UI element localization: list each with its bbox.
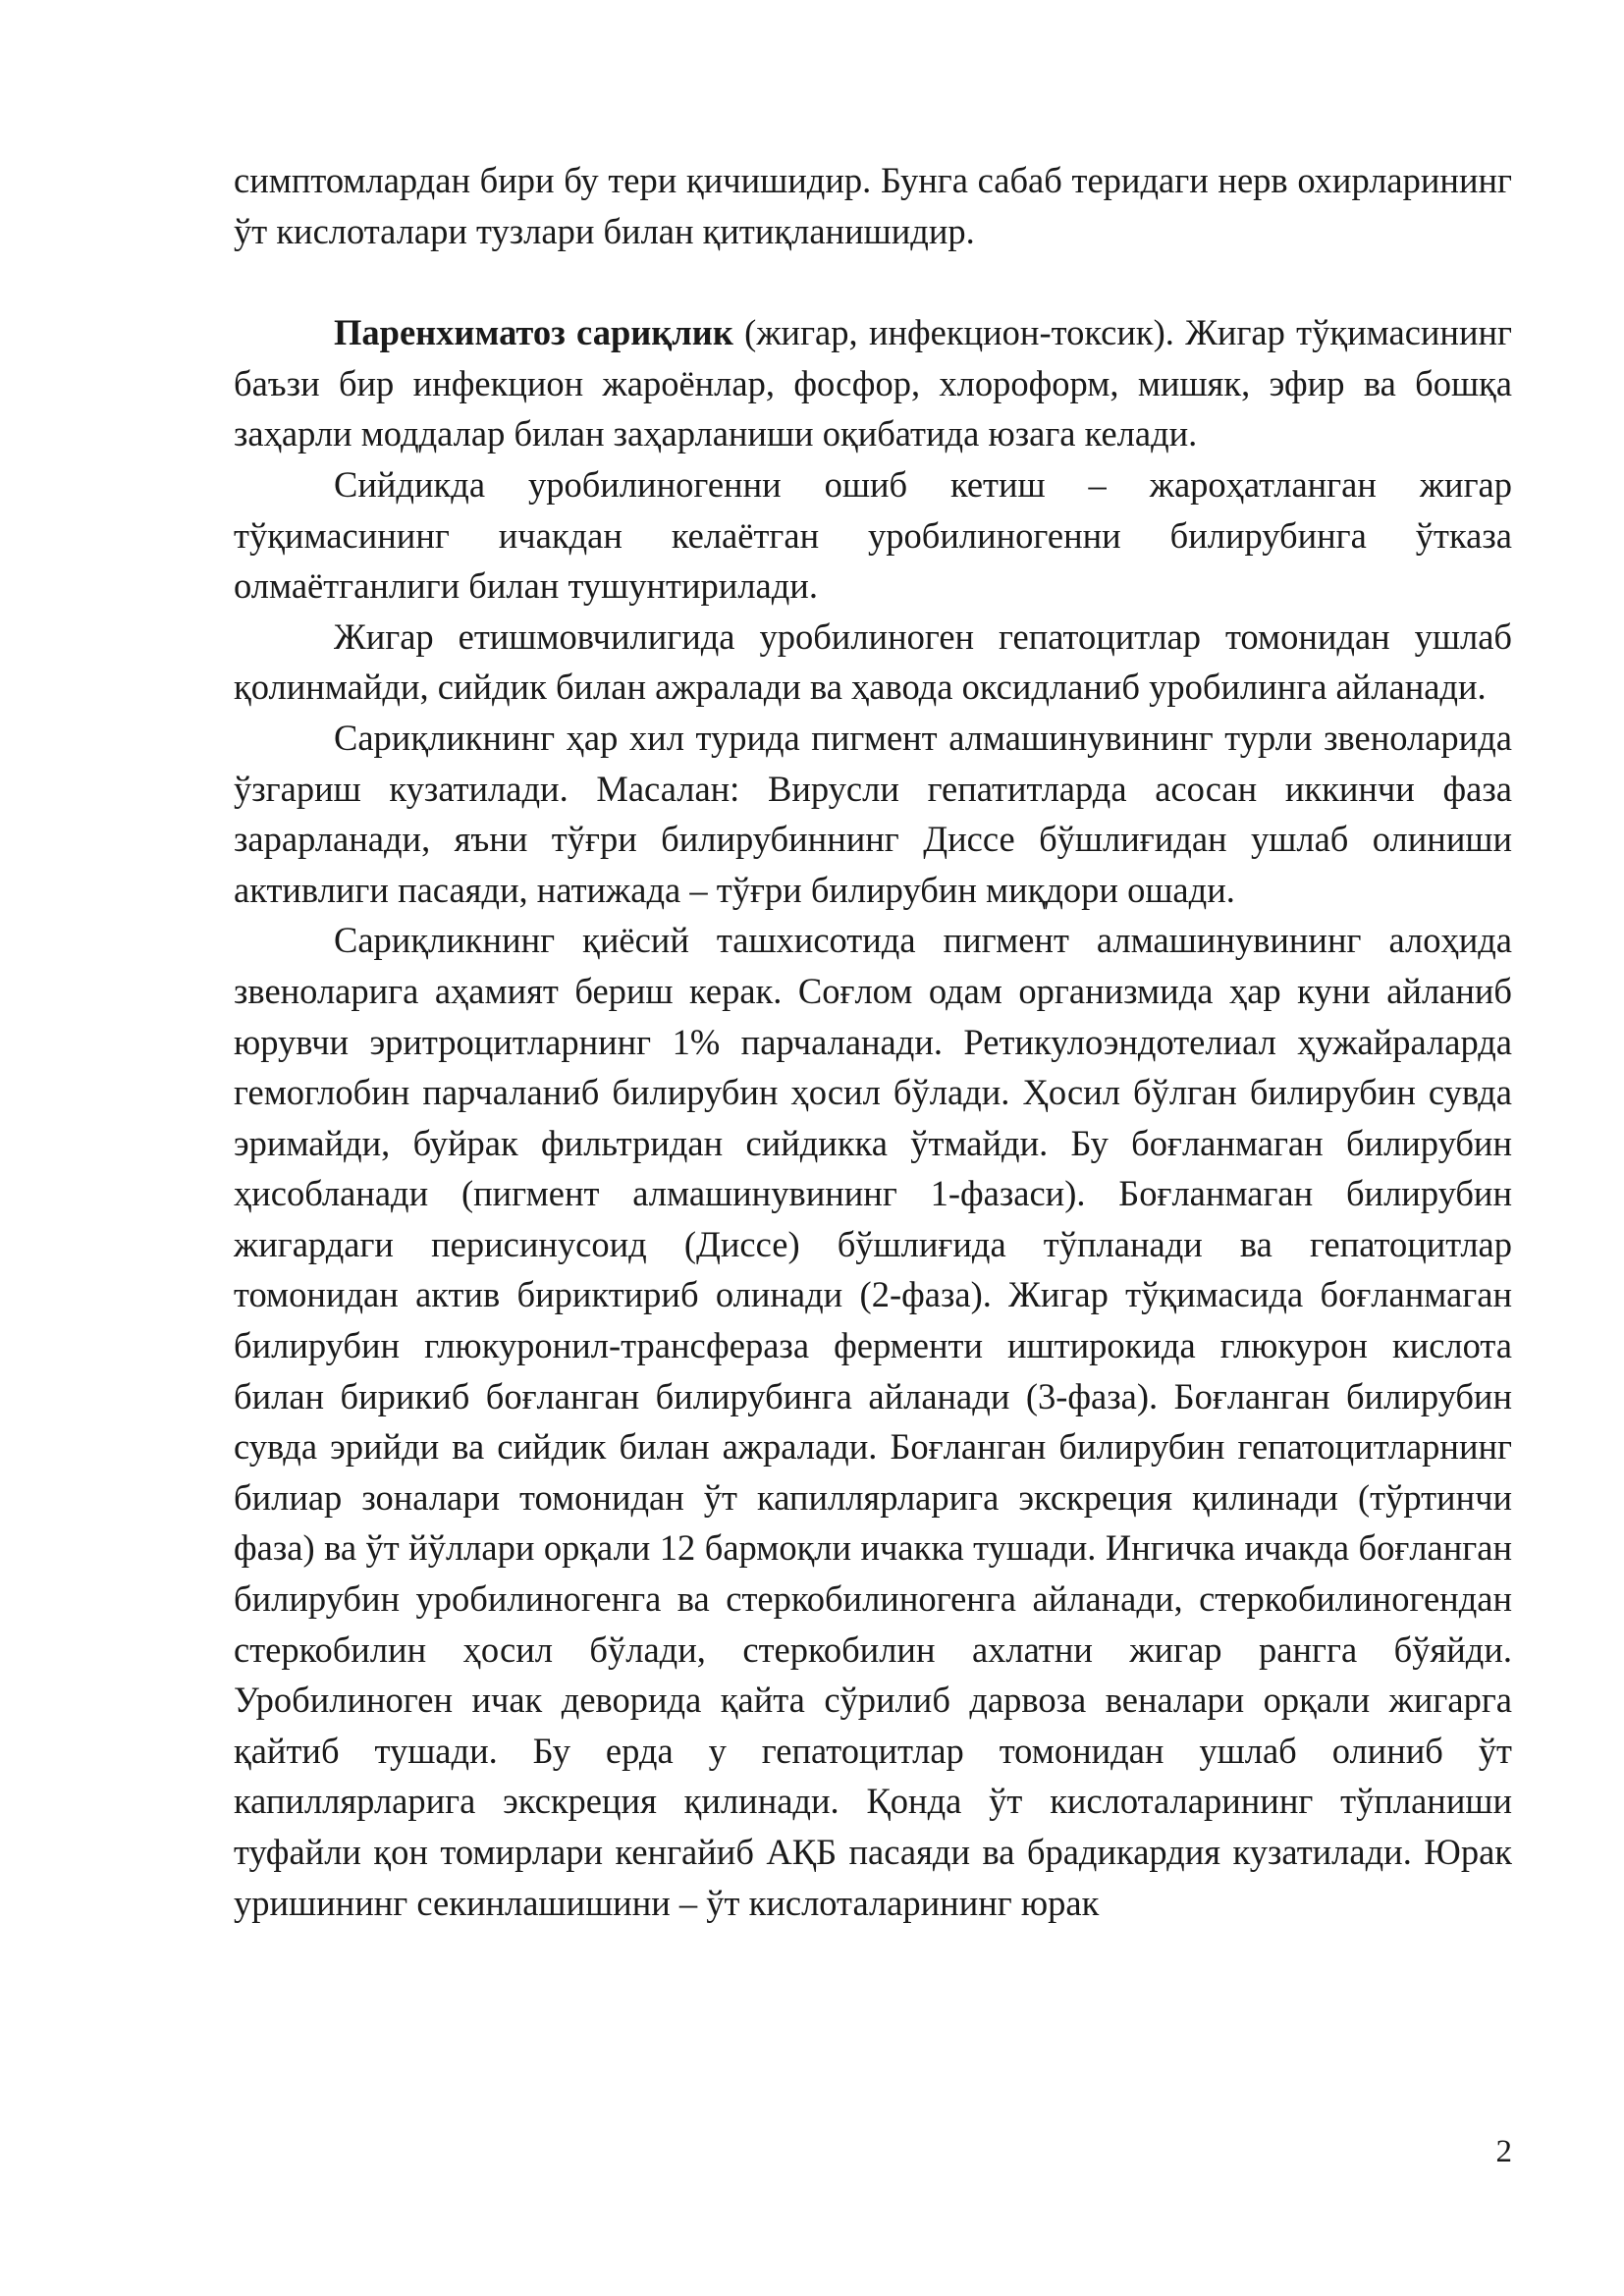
paragraph-parenchymal-jaundice-text: (жигар, инфекцион-токсик). Жигар тўқимасининг баъзи бир инфекцион жароёнлар, фосфор, хлороформ, мишяк, эфир ва бошқа заҳарли моддалар билан заҳарланиши оқибатида юзага келади. bbox=[234, 312, 1512, 454]
paragraph-jaundice-types: Сариқликнинг ҳар хил турида пигмент алмашинувининг турли звеноларида ўзгариш кузатилади. Масалан: Вирусли гепатитларда асосан иккинчи фаза зарарланади, яъни тўғри билирубиннинг Диссе бўшлиғидан ушлаб олиниши активлиги пасаяди, натижада – тўғри билирубин миқдори ошади. bbox=[234, 717, 1512, 910]
paragraph-parenchymal-jaundice bbox=[234, 307, 1512, 459]
document-page bbox=[234, 155, 1512, 1928]
page-number: 2 bbox=[1495, 2134, 1512, 2169]
paragraph-differential-diagnosis: Сариқликнинг қиёсий ташхисотида пигмент алмашинувининг алоҳида звеноларига аҳамият бериш керак. Соғлом одам организмида ҳар куни айланиб юрувчи эритроцитларнинг 1% парчаланади. Ретикулоэндотелиал ҳужайраларда гемоглобин парчаланиб билирубин ҳосил бўлади. Ҳосил бўлган билирубин сувда эримайди, буйрак фильтридан сийдикка ўтмайди. Бу боғланмаган билирубин ҳисобланади (пигмент алмашинувининг 1-фазаси). Боғланмаган билирубин жигардаги перисинусоид (Диссе) бўшлиғида тўпланади ва гепатоцитлар томонидан актив бириктириб олинади (2-фаза). Жигар тўқимасида боғланмаган билирубин глюкуронил-трансфераза ферменти иштирокида глюкурон кислота билан бирикиб боғланган билирубинга айланади (3-фаза). Боғланган билирубин сувда эрийди ва сийдик билан ажралади. Боғланган билирубин гепатоцитларнинг билиар зоналари томонидан ўт капиллярларига экскреция қилинади (тўртинчи фаза) ва ўт йўллари орқали 12 бармоқли ичакка тушади. Ингичка ичакда боғланган билирубин уробилиногенга ва стеркобилиногенга айланади, стеркобилиногендан стеркобилин ҳосил бўлади, стеркобилин ахлатни жигар рангга бўяйди. Уробилиноген ичак деворида қайта сўрилиб дарвоза веналари орқали жигарга қайтиб тушади. Бу ерда у гепатоцитлар томонидан ушлаб олиниб ўт капиллярларига экскреция қилинади. Қонда ўт кислоталарининг тўпланиши туфайли қон томирлари кенгайиб АҚБ пасаяди ва брадикардия кузатилади. Юрак уришининг секинлашишини – ўт кислоталарининг юрак bbox=[234, 920, 1512, 1923]
paragraph-liver-insufficiency: Жигар етишмовчилигида уробилиноген гепатоцитлар томонидан ушлаб қолинмайди, сийдик билан ажралади ва ҳавода оксидланиб уробилинга айланади. bbox=[234, 615, 1512, 708]
paragraph-urobilinogen-urine: Сийдикда уробилиногенни ошиб кетиш – жароҳатланган жигар тўқимасининг ичакдан келаётган уробилиногенни билирубинга ўтказа олмаётганлиги билан тушунтирилади. bbox=[234, 463, 1512, 607]
paragraph-itching: симптомлардан бири бу тери қичишидир. Бунга сабаб теридаги нерв охирларининг ўт кислоталари тузлари билан қитиқланишидир. bbox=[234, 160, 1512, 251]
section-heading-parenchymal-jaundice: Паренхиматоз сариқлик bbox=[334, 312, 733, 353]
